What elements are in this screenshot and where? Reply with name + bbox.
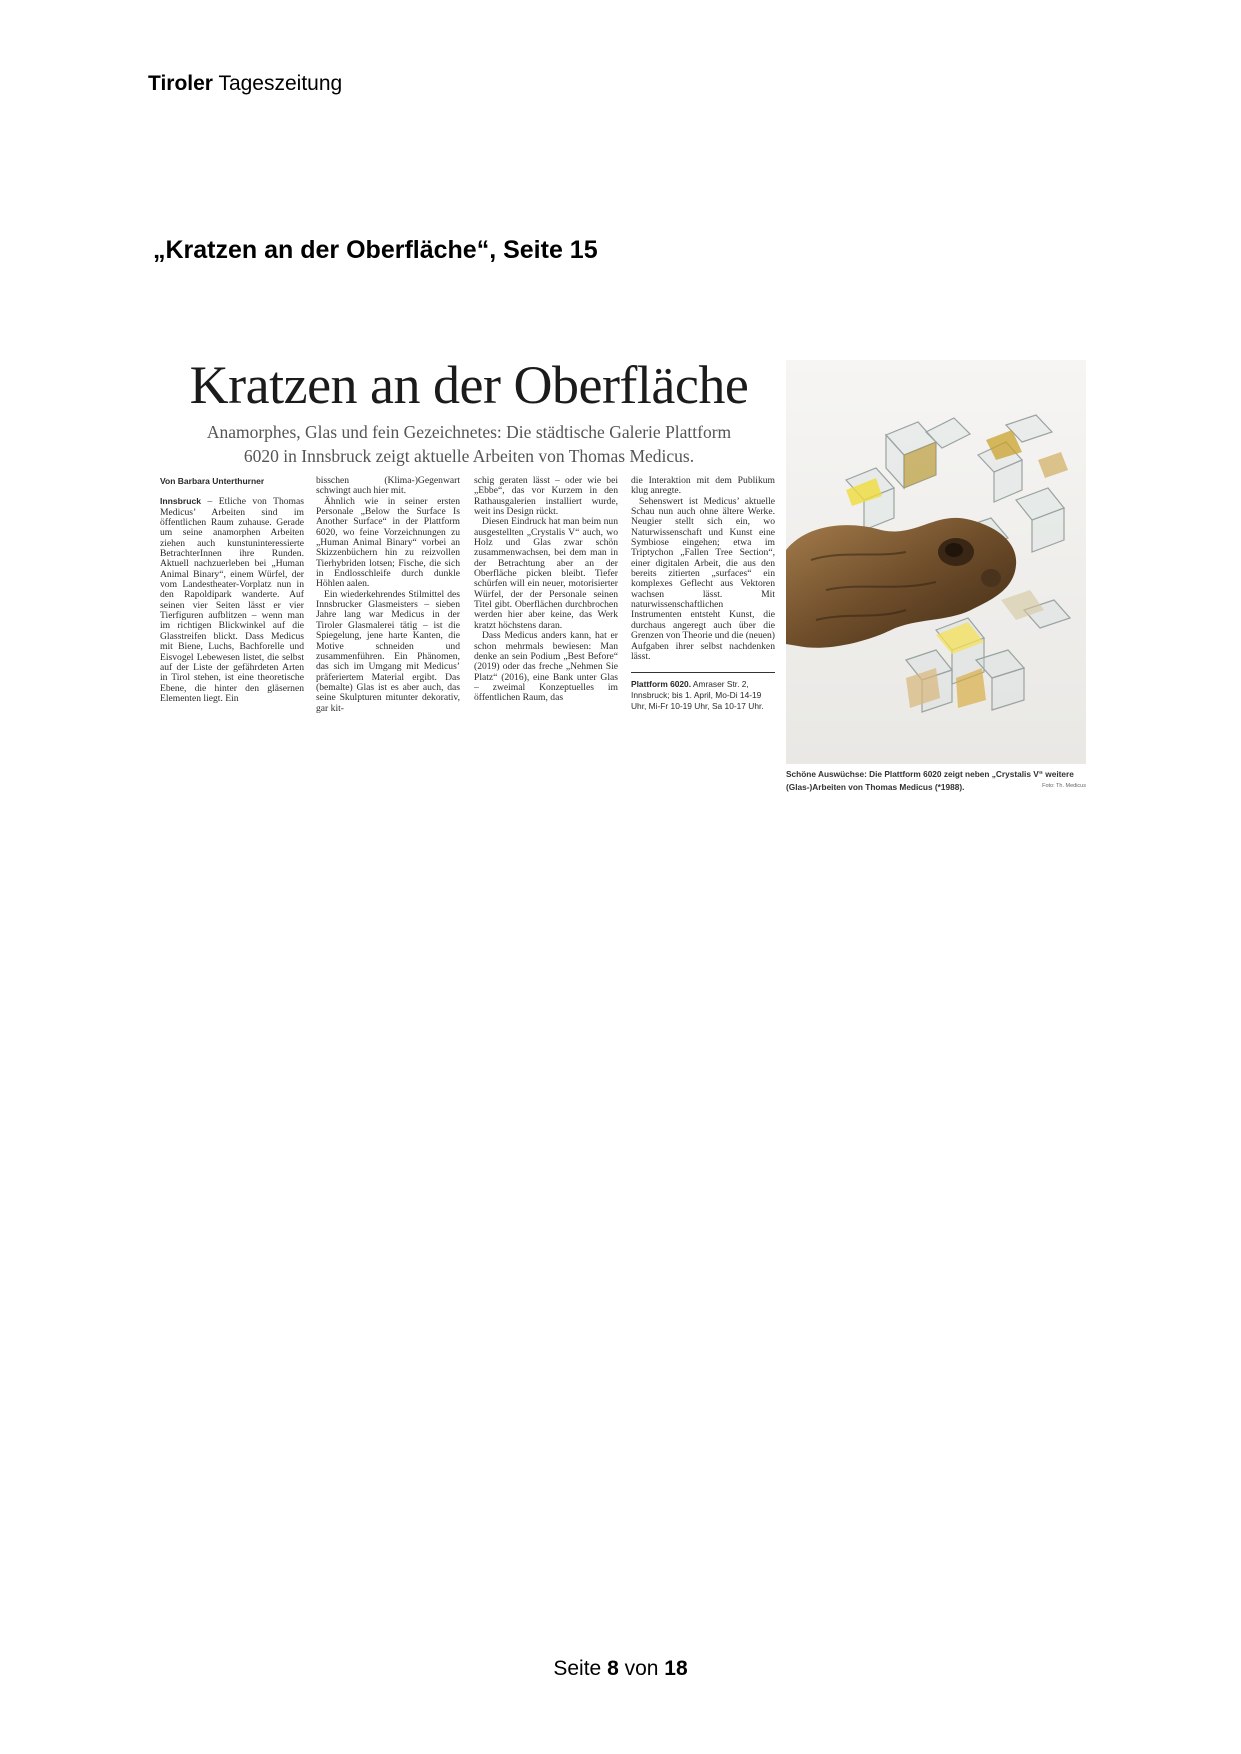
artwork-photo <box>786 360 1086 764</box>
subhead-line-2: 6020 in Innsbruck zeigt aktuelle Arbeiten von Thomas Medicus. <box>243 446 695 466</box>
clipping-title: „Kratzen an der Oberfläche“, Seite 15 <box>153 236 598 264</box>
newspaper-clipping <box>160 355 1090 798</box>
byline: Von Barbara Unterthurner <box>160 476 265 486</box>
exhibition-info-venue: Plattform 6020. <box>631 679 692 690</box>
total-pages: 18 <box>664 1657 688 1680</box>
publication-header <box>148 72 342 96</box>
article-subhead <box>160 420 778 468</box>
article-headline: Kratzen an der Oberfläche <box>189 355 749 415</box>
photo-caption: Schöne Auswüchse: Die Plattform 6020 zeigt neben „Crystalis V“ weitere (Glas-)Arbeiten von Thomas Medicus (*1988). <box>786 769 1074 792</box>
column-4-paragraph-2: Sehenswert ist Medicus’ aktuelle Schau nun auch ohne ältere Werke. Neugier stellt sich ein, wo Naturwissenschaft und Kunst eine Symbiose eingehen; etwa im Triptychon „Fallen Tree Section“, einer digitalen Arbeit, die aus den bereits zitierten „surfaces“ ein komplexes Geflecht aus Vektoren wachsen lässt. Mit naturwissenschaftlichen Instrumenten entsteht Kunst, die durchaus angeregt auch über die Grenzen von Theorie und die (neuen) Aufgaben ihrer selbst nachdenken lässt. <box>631 495 775 662</box>
column-3-paragraph-1: schig geraten lässt – oder wie bei „Ebbe“, das vor Kurzem in den Rathausgalerien installiert wurde, weit ins Design rückt. <box>474 476 618 518</box>
current-page: 8 <box>607 1657 619 1680</box>
column-2-paragraph-1: bisschen (Klima-)Gegenwart schwingt auch hier mit. <box>316 476 460 497</box>
article-column-1 <box>160 476 304 796</box>
exhibition-info-details: Amraser Str. 2, Innsbruck; bis 1. April, Mo-Di 14-19 Uhr, Mi-Fr 10-19 Uhr, Sa 10-17 Uhr. <box>631 679 764 712</box>
column-1-paragraph <box>160 496 304 704</box>
article-column-3 <box>474 476 618 796</box>
publication-name-bold: Tiroler <box>148 72 213 95</box>
page-label: Seite <box>553 1657 602 1680</box>
column-2-paragraph-3: Ein wiederkehrendes Stilmittel des Innsbrucker Glasmeisters – sieben Jahre lang war Medicus in der Tiroler Glasmalerei tätig – ist die Spiegelung, jene harte Kanten, die Motive schneiden und zusammenführen. Ein Phänomen, das sich im Umgang mit Medicus’ präferiertem Material ergibt. Das (bemalte) Glas ist es aber auch, das seine Skulpturen mitunter dekorativ, gar kit- <box>316 588 460 714</box>
exhibition-info <box>631 672 775 712</box>
publication-name-rest: Tageszeitung <box>218 72 343 95</box>
article-column-4 <box>631 476 775 796</box>
article-column-2 <box>316 476 460 796</box>
dateline-place: Innsbruck <box>160 496 202 507</box>
page-number <box>0 1657 1241 1681</box>
page-of-label: von <box>624 1657 659 1680</box>
crystalis-sculpture-illustration <box>786 360 1086 764</box>
column-2-paragraph-2: Ähnlich wie in seiner ersten Personale „Below the Surface Is Another Surface“ in der Plattform 6020, wo feine Vorzeichnungen zu „Human Animal Binary“ vorbei an Skizzenbüchern hin zu reizvollen Tierhybriden lotsen; Fische, die sich in Endlosschleife durch dunkle Höhlen aalen. <box>316 495 460 590</box>
column-1-text: – Etliche von Thomas Medicus’ Arbeiten sind im öffentlichen Raum zuhause. Gerade um seine anamorphen Arbeiten ziehen auch kunstuninteressierte BetrachterInnen ihre Runden. Aktuell nachzuerleben bei „Human Animal Binary“, einem Würfel, der vom Landestheater-Vorplatz nun in den Rapoldipark wanderte. Auf seinen vier Seiten lässt er vier Tierfiguren aufblitzen – wenn man im richtigen Blickwinkel auf die Glasstreifen blickt. Dass Medicus mit Biene, Luchs, Bachforelle und Eisvogel Lebewesen listet, die selbst auf der Liste der gefährdeten Arten in Tirol stehen, ist eine theoretische Ebene, die hinter den gläsernen Elementen liegt. Ein <box>160 496 304 704</box>
photo-credit: Foto: Th. Medicus <box>1042 783 1086 789</box>
column-3-paragraph-2: Diesen Eindruck hat man beim nun ausgestellten „Crystalis V“ auch, wo Holz und Glas zwar schön zusammenwachsen, bei dem man in der Betrachtung aber an der Oberfläche picken bleibt. Tiefer schürfen will ein neuer, motorisierter Würfel, der der Personale seinen Titel gibt. Oberflächen durchbrochen werden hier aber keine, das Werk kratzt höchstens daran. <box>474 516 618 631</box>
column-4-paragraph-1: die Interaktion mit dem Publikum klug anregte. <box>631 476 775 497</box>
subhead-line-1: Anamorphes, Glas und fein Gezeichnetes: Die städtische Galerie Plattform <box>206 422 732 442</box>
article <box>160 355 778 798</box>
column-3-paragraph-3: Dass Medicus anders kann, hat er schon mehrmals bewiesen: Man denke an sein Podium „Best Before“ (2019) oder das freche „Nehmen Sie Platz“ (2016), eine Bank unter Glas – zweimal Konzeptuelles im öffentlichen Raum, das <box>474 630 618 704</box>
